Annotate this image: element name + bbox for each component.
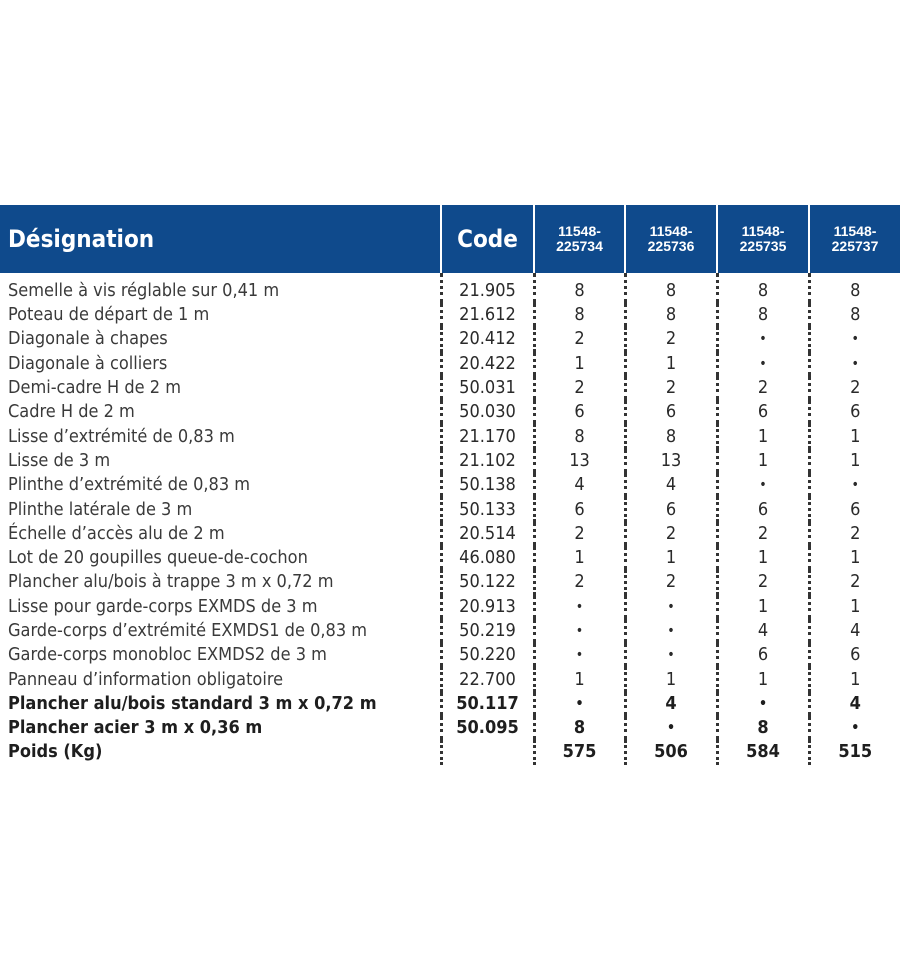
cell-code: 50.117: [441, 692, 534, 716]
table-row: [0, 643, 900, 667]
cell-qty-3: •: [717, 473, 809, 497]
cell-qty-3: 6: [717, 643, 809, 667]
cell-qty-3: 1: [717, 424, 809, 448]
cell-qty-4: •: [809, 327, 900, 351]
cell-code: 46.080: [441, 546, 534, 570]
cell-qty-3: 4: [717, 619, 809, 643]
cell-qty-3: •: [717, 327, 809, 351]
table-row: [0, 716, 900, 740]
cell-code: 50.219: [441, 619, 534, 643]
cell-designation: Poteau de départ de 1 m: [8, 304, 210, 326]
cell-designation: Diagonale à colliers: [8, 352, 168, 374]
cell-designation: Diagonale à chapes: [8, 328, 168, 350]
cell-designation: Plancher alu/bois à trappe 3 m x 0,72 m: [8, 571, 334, 593]
header-ref-2: 11548- 225736: [625, 205, 717, 273]
cell-qty-2: •: [625, 619, 717, 643]
cell-qty-2: 2: [625, 376, 717, 400]
cell-qty-4: 1: [809, 424, 900, 448]
header-designation: Désignation: [8, 225, 155, 253]
cell-code: 20.514: [441, 522, 534, 546]
cell-code: 50.138: [441, 473, 534, 497]
table-row: [0, 740, 900, 764]
cell-code: 21.102: [441, 449, 534, 473]
table-row: [0, 570, 900, 594]
cell-qty-2: •: [625, 716, 717, 740]
cell-qty-4: 515: [809, 740, 900, 764]
cell-qty-1: 4: [534, 473, 625, 497]
cell-designation: Garde-corps monobloc EXMDS2 de 3 m: [8, 644, 327, 666]
cell-code: 50.122: [441, 570, 534, 594]
table-row: [0, 303, 900, 327]
cell-qty-4: •: [809, 352, 900, 376]
cell-qty-4: 1: [809, 546, 900, 570]
cell-qty-4: 2: [809, 522, 900, 546]
cell-code: [441, 740, 534, 764]
cell-qty-2: 2: [625, 327, 717, 351]
cell-qty-3: •: [717, 352, 809, 376]
cell-qty-4: 1: [809, 449, 900, 473]
cell-qty-2: 6: [625, 400, 717, 424]
cell-designation: Cadre H de 2 m: [8, 401, 135, 423]
cell-designation: Garde-corps d’extrémité EXMDS1 de 0,83 m: [8, 620, 368, 641]
cell-qty-1: 8: [534, 424, 625, 448]
cell-designation: Lisse de 3 m: [8, 449, 111, 471]
cell-qty-2: 2: [625, 522, 717, 546]
cell-qty-1: 2: [534, 522, 625, 546]
cell-qty-3: 6: [717, 400, 809, 424]
cell-designation: Lot de 20 goupilles queue-de-cochon: [8, 547, 308, 569]
cell-designation: Demi-cadre H de 2 m: [8, 377, 181, 399]
cell-qty-1: 1: [534, 352, 625, 376]
cell-qty-2: 8: [625, 424, 717, 448]
table-row: [0, 273, 900, 303]
cell-qty-1: 13: [534, 449, 625, 473]
cell-qty-2: •: [625, 643, 717, 667]
cell-qty-1: 575: [534, 740, 625, 764]
cell-qty-1: •: [534, 595, 625, 619]
cell-qty-4: 6: [809, 497, 900, 521]
cell-designation: Plinthe d’extrémité de 0,83 m: [8, 474, 251, 496]
cell-qty-4: 8: [809, 303, 900, 327]
header-ref-4: 11548- 225737: [809, 205, 900, 273]
table-row: [0, 400, 900, 424]
header-ref-3: 11548- 225735: [717, 205, 809, 273]
table-row: [0, 376, 900, 400]
cell-qty-2: 13: [625, 449, 717, 473]
cell-qty-3: 2: [717, 376, 809, 400]
cell-qty-4: 4: [809, 619, 900, 643]
table-row: [0, 619, 900, 643]
cell-qty-1: 6: [534, 400, 625, 424]
cell-qty-3: 6: [717, 497, 809, 521]
cell-code: 21.905: [441, 273, 534, 303]
cell-code: 20.412: [441, 327, 534, 351]
cell-designation: Plancher alu/bois standard 3 m x 0,72 m: [8, 692, 377, 714]
cell-qty-2: 1: [625, 667, 717, 691]
cell-qty-4: 6: [809, 400, 900, 424]
cell-qty-4: 8: [809, 273, 900, 303]
cell-qty-4: 1: [809, 667, 900, 691]
cell-designation: Poids (Kg): [8, 741, 103, 763]
cell-qty-3: 8: [717, 716, 809, 740]
cell-code: 50.030: [441, 400, 534, 424]
table-row: [0, 449, 900, 473]
cell-designation: Échelle d’accès alu de 2 m: [8, 522, 225, 544]
cell-qty-3: 584: [717, 740, 809, 764]
table-row: [0, 667, 900, 691]
header-ref-1: 11548- 225734: [534, 205, 625, 273]
cell-qty-1: 8: [534, 273, 625, 303]
cell-code: 20.913: [441, 595, 534, 619]
table-row: [0, 352, 900, 376]
cell-qty-1: 2: [534, 327, 625, 351]
cell-code: 50.220: [441, 643, 534, 667]
cell-designation: Panneau d’information obligatoire: [8, 668, 284, 690]
cell-qty-2: 6: [625, 497, 717, 521]
cell-qty-3: 1: [717, 449, 809, 473]
cell-qty-3: •: [717, 692, 809, 716]
cell-qty-2: 8: [625, 273, 717, 303]
cell-qty-2: 8: [625, 303, 717, 327]
cell-qty-3: 2: [717, 570, 809, 594]
cell-qty-1: 1: [534, 546, 625, 570]
cell-qty-3: 1: [717, 667, 809, 691]
table-row: [0, 522, 900, 546]
cell-qty-3: 1: [717, 595, 809, 619]
cell-qty-3: 8: [717, 303, 809, 327]
cell-qty-3: 2: [717, 522, 809, 546]
cell-designation: Lisse d’extrémité de 0,83 m: [8, 425, 235, 447]
table-row: [0, 692, 900, 716]
table-row: [0, 546, 900, 570]
cell-code: 20.422: [441, 352, 534, 376]
cell-qty-3: 1: [717, 546, 809, 570]
cell-qty-2: 506: [625, 740, 717, 764]
cell-qty-2: 4: [625, 473, 717, 497]
table-row: [0, 473, 900, 497]
cell-designation: Plancher acier 3 m x 0,36 m: [8, 717, 263, 739]
cell-qty-2: 2: [625, 570, 717, 594]
cell-qty-2: 4: [625, 692, 717, 716]
cell-qty-1: •: [534, 619, 625, 643]
cell-code: 21.170: [441, 424, 534, 448]
table-header-row: [0, 205, 900, 273]
cell-code: 21.612: [441, 303, 534, 327]
cell-code: 50.095: [441, 716, 534, 740]
cell-qty-4: •: [809, 716, 900, 740]
table-row: [0, 327, 900, 351]
cell-qty-2: 1: [625, 546, 717, 570]
cell-qty-1: 1: [534, 667, 625, 691]
cell-qty-4: 4: [809, 692, 900, 716]
cell-qty-4: 1: [809, 595, 900, 619]
cell-qty-4: 6: [809, 643, 900, 667]
table-body: [0, 273, 900, 765]
cell-qty-2: •: [625, 595, 717, 619]
cell-qty-1: 2: [534, 376, 625, 400]
cell-qty-4: 2: [809, 570, 900, 594]
cell-qty-3: 8: [717, 273, 809, 303]
header-code: Code: [441, 205, 534, 273]
cell-designation: Lisse pour garde-corps EXMDS de 3 m: [8, 595, 318, 617]
cell-qty-4: •: [809, 473, 900, 497]
cell-designation: Plinthe latérale de 3 m: [8, 498, 193, 520]
cell-qty-2: 1: [625, 352, 717, 376]
cell-code: 50.133: [441, 497, 534, 521]
cell-qty-1: 8: [534, 303, 625, 327]
equipment-table: [0, 205, 900, 765]
cell-qty-1: •: [534, 692, 625, 716]
cell-qty-4: 2: [809, 376, 900, 400]
table-row: [0, 497, 900, 521]
table-row: [0, 424, 900, 448]
table-row: [0, 595, 900, 619]
cell-designation: Semelle à vis réglable sur 0,41 m: [8, 280, 280, 301]
cell-code: 22.700: [441, 667, 534, 691]
cell-qty-1: 8: [534, 716, 625, 740]
cell-code: 50.031: [441, 376, 534, 400]
cell-qty-1: 6: [534, 497, 625, 521]
cell-qty-1: •: [534, 643, 625, 667]
cell-qty-1: 2: [534, 570, 625, 594]
